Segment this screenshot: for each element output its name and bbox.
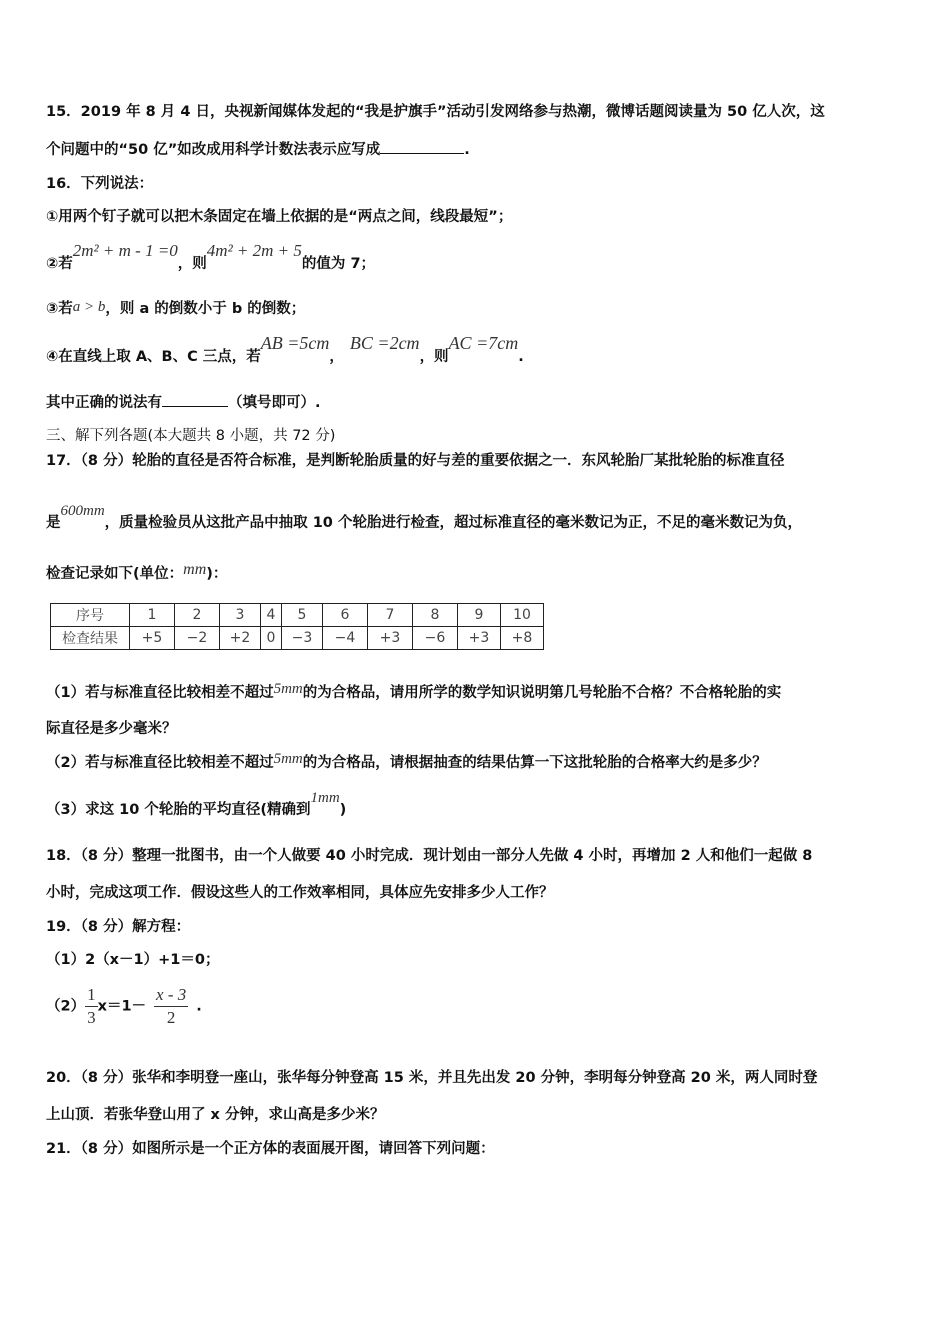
table-cell: 5 [282, 604, 323, 627]
q16-equation-1: 2m² + m - 1 =0 [72, 241, 178, 260]
q18-line-1: 18．（8 分）整理一批图书，由一个人做要 40 小时完成．现计划由一部分人先做 4 小时，再增加 2 人和他们一起做 8 [46, 848, 813, 864]
q16-title: 16．下列说法： [46, 176, 154, 192]
section-3-heading: 三、解下列各题(本大题共 8 小题，共 72 分) [46, 428, 336, 444]
q15-line-1 [46, 102, 825, 122]
table-cell: 4 [261, 604, 282, 627]
q20-line-1: 20．（8 分）张华和李明登一座山，张华每分钟登高 15 米，并且先出发 20 分钟，李明每分钟登高 20 米，两人同时登 [46, 1070, 818, 1086]
table-cell: 2 [175, 604, 220, 627]
table-cell: +3 [458, 627, 501, 650]
q16-statement-3: ③若a > b，则 a 的倒数小于 b 的倒数； [46, 299, 306, 317]
table-cell: −6 [413, 627, 458, 650]
q17-part-3: （3）求这 10 个轮胎的平均直径(精确到1mm) [46, 790, 347, 818]
table-row-result [51, 627, 544, 650]
table-header-number: 序号 [51, 604, 130, 627]
table-cell: +5 [130, 627, 175, 650]
q15-text-1: 15．2019 年 8 月 4 日，央视新闻媒体发起的“我是护旗手”活动引发网络参与热潮，微博话题阅读量为 50 亿人次，这 [46, 104, 825, 120]
q16-statement-1: ①用两个钉子就可以把木条固定在墙上依据的是“两点之间，线段最短”； [46, 209, 513, 225]
table-cell: 10 [501, 604, 544, 627]
table-cell: 0 [261, 627, 282, 650]
q16-ac-length: AC =7cm [448, 333, 519, 353]
q16-expression-2: 4m² + 2m + 5 [206, 241, 302, 260]
fraction-one-third: $\frac{1}{3}$ [87, 985, 96, 1027]
q17-line-1: 17．（8 分）轮胎的直径是否符合标准，是判断轮胎质量的好与差的重要依据之一．东风轮胎厂某批轮胎的标准直径 [46, 453, 785, 469]
q17-part-1: （1）若与标准直径比较相差不超过5mm的为合格品，请用所学的数学知识说明第几号轮胎不合格？不合格轮胎的实 [46, 681, 782, 701]
table-cell: −3 [282, 627, 323, 650]
table-cell: 9 [458, 604, 501, 627]
q17-part-1-line-2: 际直径是多少毫米？ [46, 721, 177, 737]
q20-line-2: 上山顶．若张华登山用了 x 分钟，求山高是多少米？ [46, 1107, 385, 1123]
table-cell: 7 [368, 604, 413, 627]
table-cell: 8 [413, 604, 458, 627]
table-cell: −2 [175, 627, 220, 650]
table-row-number [51, 604, 544, 627]
q19-part-2: （2） $\frac{1}{3}$ x＝1－ $\frac{x - 3}{2}$ . [46, 985, 202, 1027]
q16-bc-length: BC =2cm [349, 333, 420, 353]
q15-text-2: 个问题中的“50 亿”如改成用科学计数法表示应写成 [46, 142, 381, 158]
q15-answer-blank[interactable] [380, 139, 464, 154]
table-cell: +8 [501, 627, 544, 650]
q16-answer-line: 其中正确的说法有 （填号即可）. [46, 392, 321, 413]
table-cell: +2 [220, 627, 261, 650]
q16-statement-4: ④在直线上取 A、B、C 三点，若AB =5cm，BC =2cm，则AC =7cm. [46, 333, 524, 365]
q16-answer-blank[interactable] [162, 392, 228, 407]
q19-title: 19．（8 分）解方程： [46, 919, 191, 935]
q16-inequality: a > b [72, 299, 106, 315]
table-header-result: 检查结果 [51, 627, 130, 650]
table-cell: 3 [220, 604, 261, 627]
q16-ab-length: AB =5cm [260, 333, 330, 353]
q16-statement-2: ②若2m² + m - 1 =0，则4m² + 2m + 5的值为 7； [46, 241, 376, 272]
q17-line-2: 是600mm，质量检验员从这批产品中抽取 10 个轮胎进行检查，超过标准直径的毫米数记为正，不足的毫米数记为负， [46, 503, 802, 531]
fraction-x-minus-3-over-2: $\frac{x - 3}{2}$ [156, 985, 187, 1027]
q17-part-2: （2）若与标准直径比较相差不超过5mm的为合格品，请根据抽查的结果估算一下这批轮胎的合格率大约是多少？ [46, 751, 767, 771]
q19-part-1: （1）2（x－1）+1＝0； [46, 952, 220, 968]
q17-standard-diameter: 600mm [60, 503, 105, 519]
table-cell: 6 [323, 604, 368, 627]
q15-line-2: 个问题中的“50 亿”如改成用科学计数法表示应写成 . [46, 139, 470, 160]
table-cell: +3 [368, 627, 413, 650]
q21-line-1: 21．（8 分）如图所示是一个正方体的表面展开图，请回答下列问题： [46, 1141, 495, 1157]
table-cell: 1 [130, 604, 175, 627]
q17-line-3: 检查记录如下(单位：mm)： [46, 561, 228, 582]
table-cell: −4 [323, 627, 368, 650]
q18-line-2: 小时，完成这项工作．假设这些人的工作效率相同，具体应先安排多少人工作？ [46, 885, 554, 901]
inspection-record-table [50, 603, 544, 650]
